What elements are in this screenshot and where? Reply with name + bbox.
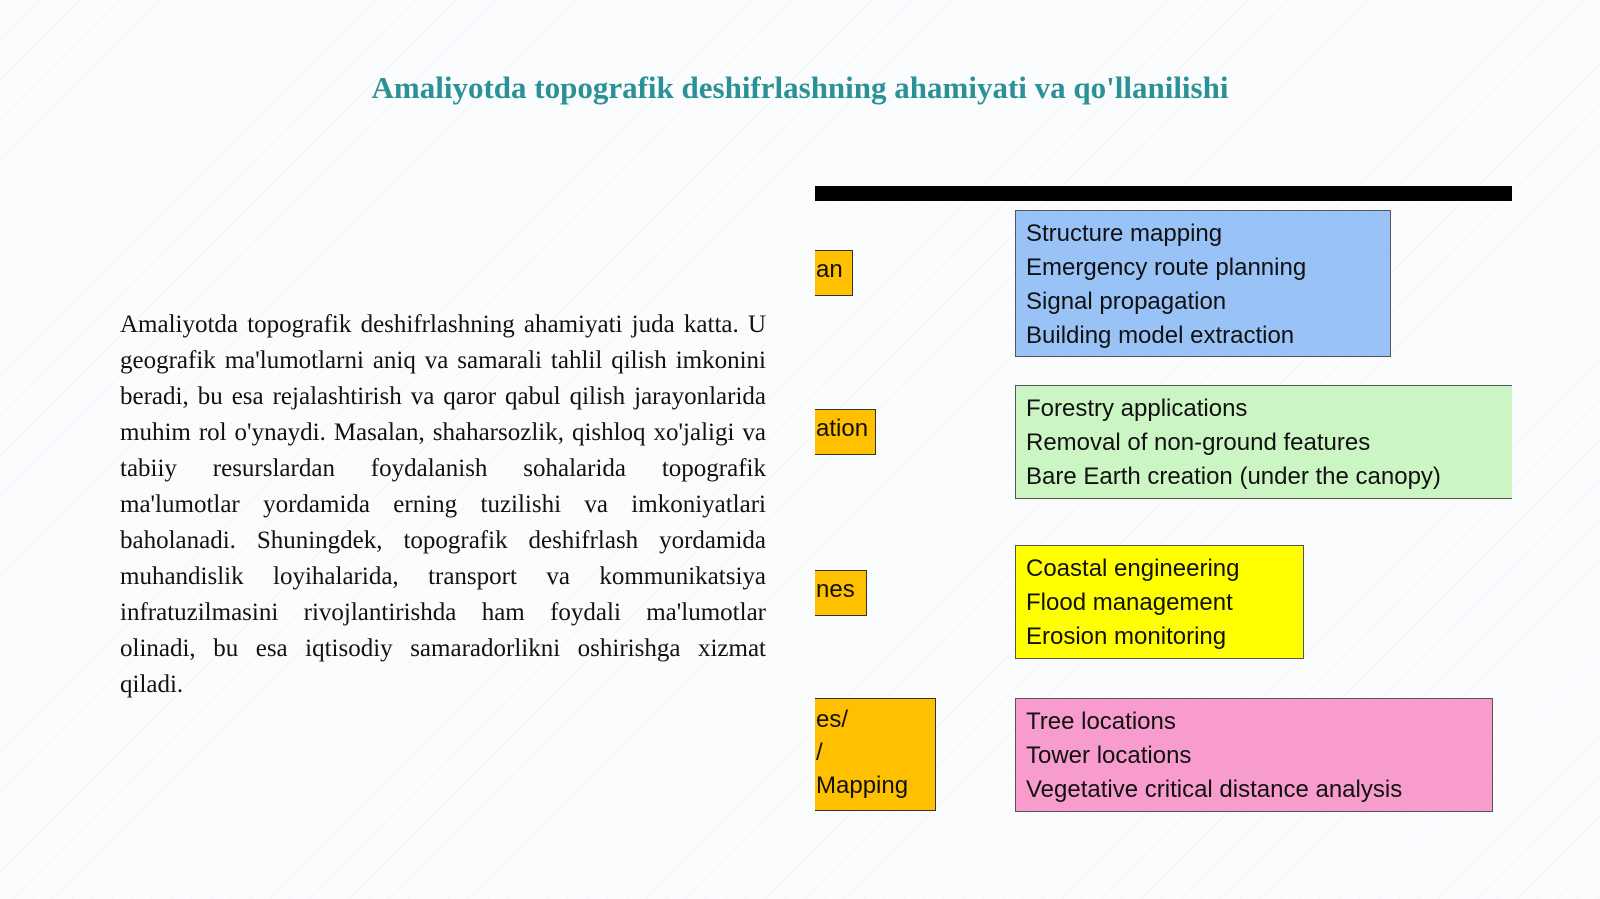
application-item: Signal propagation [1026,288,1227,315]
application-item: Removal of non-ground features [1026,429,1371,456]
category-box-coastlines [815,570,867,616]
category-box-utilities-mapping [815,698,936,811]
application-item: Building model extraction [1026,322,1295,349]
application-item: Vegetative critical distance analysis [1026,776,1403,803]
application-item: Emergency route planning [1026,254,1307,281]
application-item: Flood management [1026,589,1233,616]
application-item: Forestry applications [1026,395,1248,422]
body-paragraph: Amaliyotda topografik deshifrlashning ahamiyati juda katta. U geografik ma'lumotlarni aniq va samarali tahlil qilish imkonini beradi, bu esa rejalashtirish va qaror qabul qilish jarayonlarida muhim rol o'ynaydi. Masalan, shaharsozlik, qishloq xo'jaligi va tabiiy resurslardan foydalanish sohalarida topografik ma'lumotlar yordamida erning tuzilishi va imkoniyatlari baholanadi. Shuningdek, topografik deshifrlash yordamida muhandislik loyihalarida, transport va kommunikatsiya infratuzilmasini rivojlantirishda ham foydali ma'lumotlar olinadi, bu esa iqtisodiy samaradorlikni oshirishga xizmat qiladi. [120,311,766,698]
category-label: Mapping [816,772,909,799]
application-item: Erosion monitoring [1026,623,1227,650]
category-label: an [816,256,843,283]
category-box-urban [815,250,853,296]
application-item: Structure mapping [1026,220,1223,247]
application-item: Tree locations [1026,708,1176,735]
application-box-vegetation [1015,385,1512,499]
application-item: Tower locations [1026,742,1192,769]
application-box-urban [1015,210,1391,357]
category-box-vegetation [815,409,876,455]
category-label: nes [816,576,855,603]
category-label: / [816,739,823,766]
slide-title: Amaliyotda topografik deshifrlashning ahamiyati va qo'llanilishi [371,70,1229,105]
lidar-applications-diagram [815,186,1512,818]
diagram-top-bar [815,186,1512,201]
application-item: Bare Earth creation (under the canopy) [1026,463,1441,490]
category-label: ation [816,415,869,442]
category-label: es/ [816,706,849,733]
application-box-coastlines [1015,545,1304,659]
application-box-utilities [1015,698,1493,812]
application-item: Coastal engineering [1026,555,1240,582]
